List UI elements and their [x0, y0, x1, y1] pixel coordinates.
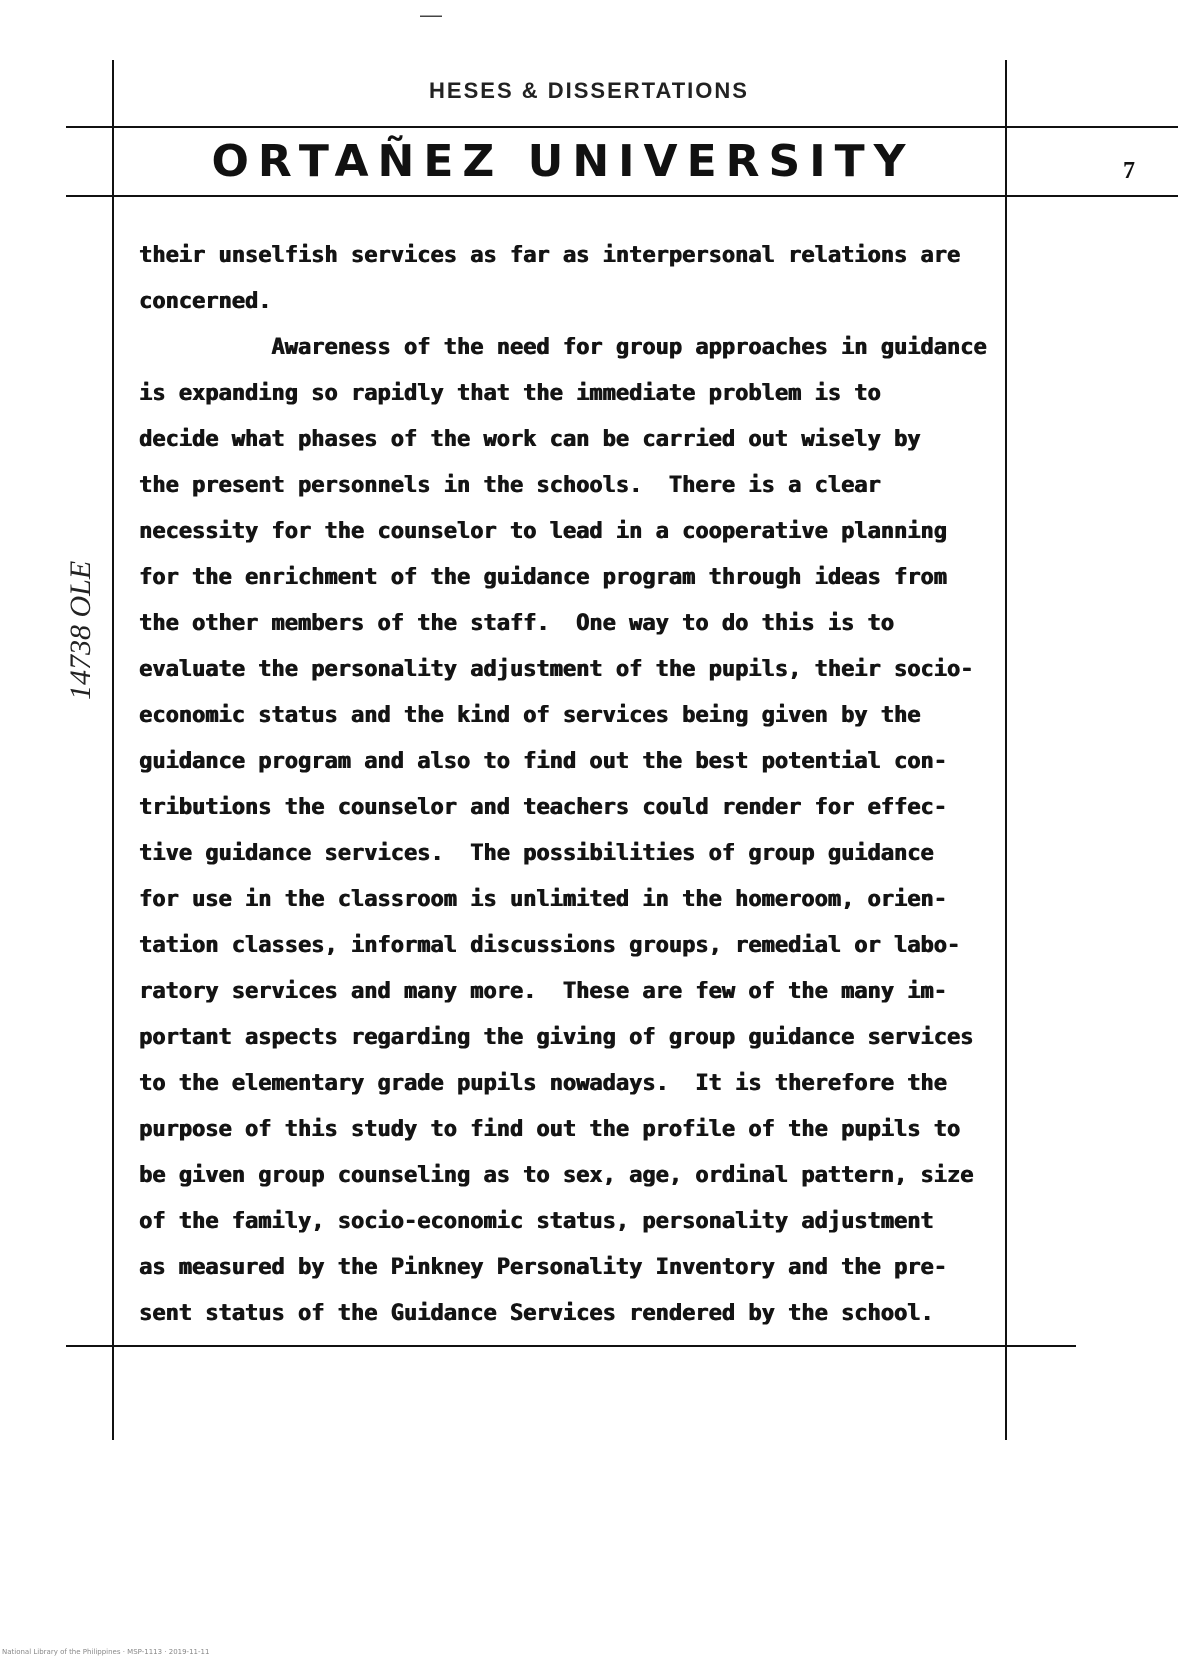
top-mark: — — [420, 2, 442, 27]
body-line: for use in the classroom is unlimited in the homeroom, orien- — [139, 887, 947, 912]
footer-rule — [66, 1345, 1076, 1347]
scan-footer-note: National Library of the Philippines · MSP-1113 · 2019-11-11 — [2, 1648, 210, 1656]
body-line: their unselfish services as far as interpersonal relations are — [139, 243, 961, 268]
body-line: tributions the counselor and teachers could render for effec- — [139, 795, 947, 820]
body-line: of the family, socio-economic status, personality adjustment — [139, 1209, 934, 1234]
university-title: ORTAÑEZ UNIVERSITY — [211, 136, 915, 187]
page-number: 7 — [1123, 158, 1135, 184]
body-line: necessity for the counselor to lead in a cooperative planning — [139, 519, 947, 544]
body-line: decide what phases of the work can be carried out wisely by — [139, 427, 921, 452]
body-line: is expanding so rapidly that the immediate problem is to — [139, 381, 881, 406]
body-line: Awareness of the need for group approaches in guidance — [139, 335, 987, 360]
left-margin-rule — [112, 60, 114, 1440]
handwritten-margin-note: 14738 OLE — [64, 560, 97, 700]
body-line: ratory services and many more. These are few of the many im- — [139, 979, 947, 1004]
header-top-rule — [66, 126, 1178, 128]
body-line: concerned. — [139, 289, 272, 314]
body-line: tation classes, informal discussions groups, remedial or labo- — [139, 933, 961, 958]
body-line: for the enrichment of the guidance program through ideas from — [139, 565, 947, 590]
body-line: portant aspects regarding the giving of group guidance services — [139, 1025, 974, 1050]
thesis-header: HESES & DISSERTATIONS — [429, 78, 749, 103]
body-line: tive guidance services. The possibilities of group guidance — [139, 841, 934, 866]
header-bottom-rule — [66, 195, 1178, 197]
body-line: guidance program and also to find out the best potential con- — [139, 749, 947, 774]
body-line: as measured by the Pinkney Personality Inventory and the pre- — [139, 1255, 947, 1280]
body-line: the other members of the staff. One way to do this is to — [139, 611, 894, 636]
body-line: sent status of the Guidance Services rendered by the school. — [139, 1301, 934, 1326]
body-line: the present personnels in the schools. There is a clear — [139, 473, 881, 498]
body-line: to the elementary grade pupils nowadays. It is therefore the — [139, 1071, 947, 1096]
body-line: be given group counseling as to sex, age, ordinal pattern, size — [139, 1163, 974, 1188]
body-line: purpose of this study to find out the profile of the pupils to — [139, 1117, 961, 1142]
body-line: economic status and the kind of services being given by the — [139, 703, 921, 728]
body-line: evaluate the personality adjustment of the pupils, their socio- — [139, 657, 974, 682]
